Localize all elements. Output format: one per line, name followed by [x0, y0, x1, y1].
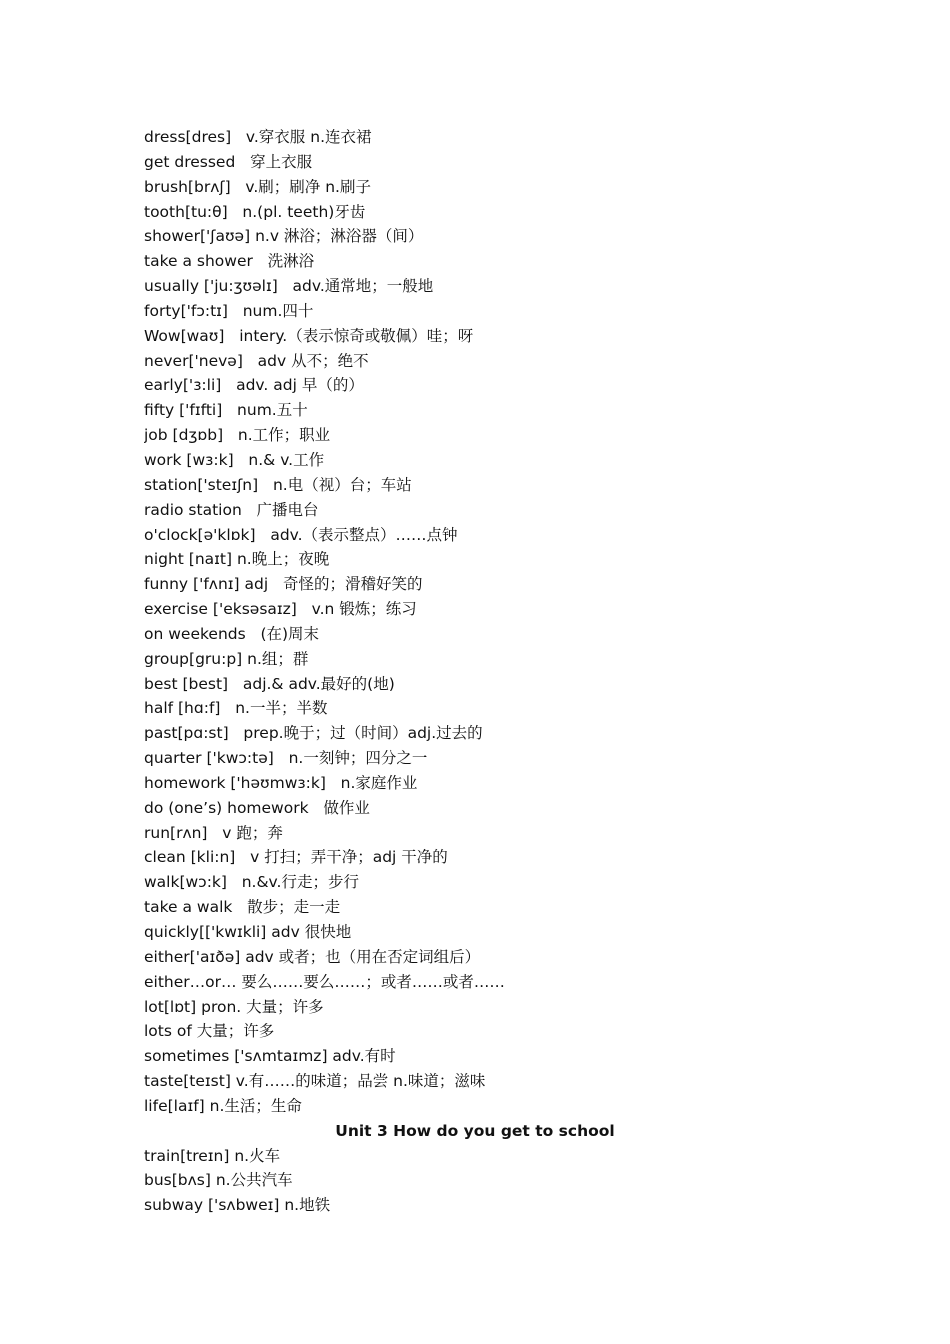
vocabulary-entry: clean [kli:n] v 打扫；弄干净；adj 干净的	[144, 848, 448, 867]
vocabulary-entry: group[gru:p] n.组；群	[144, 649, 309, 668]
vocabulary-entry: usually ['ju:ʒʊəlɪ] adv.通常地；一般地	[144, 277, 434, 296]
vocabulary-entry: do (one’s) homework 做作业	[144, 798, 370, 817]
vocabulary-entry: half [hɑ:f] n.一半；半数	[144, 699, 328, 718]
vocabulary-section-unit2	[144, 125, 806, 1119]
vocabulary-entry: life[laɪf] n.生活；生命	[144, 1096, 302, 1115]
vocabulary-entry: sometimes ['sʌmtaɪmz] adv.有时	[144, 1047, 396, 1066]
vocabulary-entry: subway ['sʌbweɪ] n.地铁	[144, 1196, 331, 1215]
vocabulary-entry: Wow[waʊ] intery.（表示惊奇或敬佩）哇；呀	[144, 326, 474, 345]
vocabulary-entry: exercise ['eksəsaɪz] v.n 锻炼；练习	[144, 600, 417, 619]
vocabulary-section-unit3	[144, 1144, 806, 1219]
vocabulary-entry: past[pɑ:st] prep.晚于；过（时间）adj.过去的	[144, 724, 483, 743]
vocabulary-list	[144, 125, 806, 1218]
vocabulary-entry: work [wɜ:k] n.& v.工作	[144, 450, 325, 469]
vocabulary-entry: night [naɪt] n.晚上；夜晚	[144, 550, 330, 569]
vocabulary-entry: lots of 大量；许多	[144, 1022, 275, 1041]
vocabulary-entry: funny ['fʌnɪ] adj 奇怪的；滑稽好笑的	[144, 575, 423, 594]
unit-heading: Unit 3 How do you get to school	[335, 1121, 615, 1140]
vocabulary-entry: best [best] adj.& adv.最好的(地)	[144, 674, 395, 693]
vocabulary-entry: never['nevə] adv 从不；绝不	[144, 351, 369, 370]
vocabulary-entry: train[treɪn] n.火车	[144, 1146, 281, 1165]
vocabulary-entry: job [dʒɒb] n.工作；职业	[144, 426, 331, 445]
vocabulary-entry: either['aɪðə] adv 或者；也（用在否定词组后）	[144, 947, 481, 966]
vocabulary-entry: dress[dres] v.穿衣服 n.连衣裙	[144, 128, 372, 146]
vocabulary-entry: run[rʌn] v 跑；奔	[144, 823, 283, 842]
vocabulary-entry: walk[wɔ:k] n.&v.行走；步行	[144, 873, 359, 892]
vocabulary-entry: tooth[tu:θ] n.(pl. teeth)牙齿	[144, 202, 366, 221]
vocabulary-entry: brush[brʌʃ] v.刷；刷净 n.刷子	[144, 177, 371, 196]
vocabulary-entry: take a walk 散步；走一走	[144, 898, 341, 917]
vocabulary-entry: quickly[['kwɪkli] adv 很快地	[144, 923, 352, 941]
vocabulary-entry: homework ['həʊmwɜ:k] n.家庭作业	[144, 773, 418, 792]
vocabulary-entry: on weekends (在)周末	[144, 624, 320, 643]
vocabulary-entry: either…or… 要么……要么……；或者……或者……	[144, 972, 505, 991]
vocabulary-entry: early['ɜ:li] adv. adj 早（的）	[144, 376, 364, 395]
vocabulary-entry: o'clock[ə'klɒk] adv.（表示整点）……点钟	[144, 525, 458, 544]
vocabulary-entry: bus[bʌs] n.公共汽车	[144, 1171, 293, 1190]
vocabulary-entry: fifty ['fɪfti] num.五十	[144, 401, 308, 420]
vocabulary-entry: quarter ['kwɔ:tə] n.一刻钟；四分之一	[144, 749, 428, 768]
vocabulary-entry: get dressed 穿上衣服	[144, 152, 313, 171]
vocabulary-entry: station['steɪʃn] n.电（视）台；车站	[144, 475, 412, 494]
vocabulary-entry: radio station 广播电台	[144, 500, 319, 519]
vocabulary-entry: take a shower 洗淋浴	[144, 252, 315, 271]
vocabulary-entry: shower['ʃaʊə] n.v 淋浴；淋浴器（间）	[144, 227, 424, 246]
vocabulary-entry: lot[lɒt] pron. 大量；许多	[144, 997, 324, 1016]
vocabulary-entry: forty['fɔ:tɪ] num.四十	[144, 301, 314, 320]
vocabulary-entry: taste[teɪst] v.有……的味道；品尝 n.味道；滋味	[144, 1072, 486, 1091]
